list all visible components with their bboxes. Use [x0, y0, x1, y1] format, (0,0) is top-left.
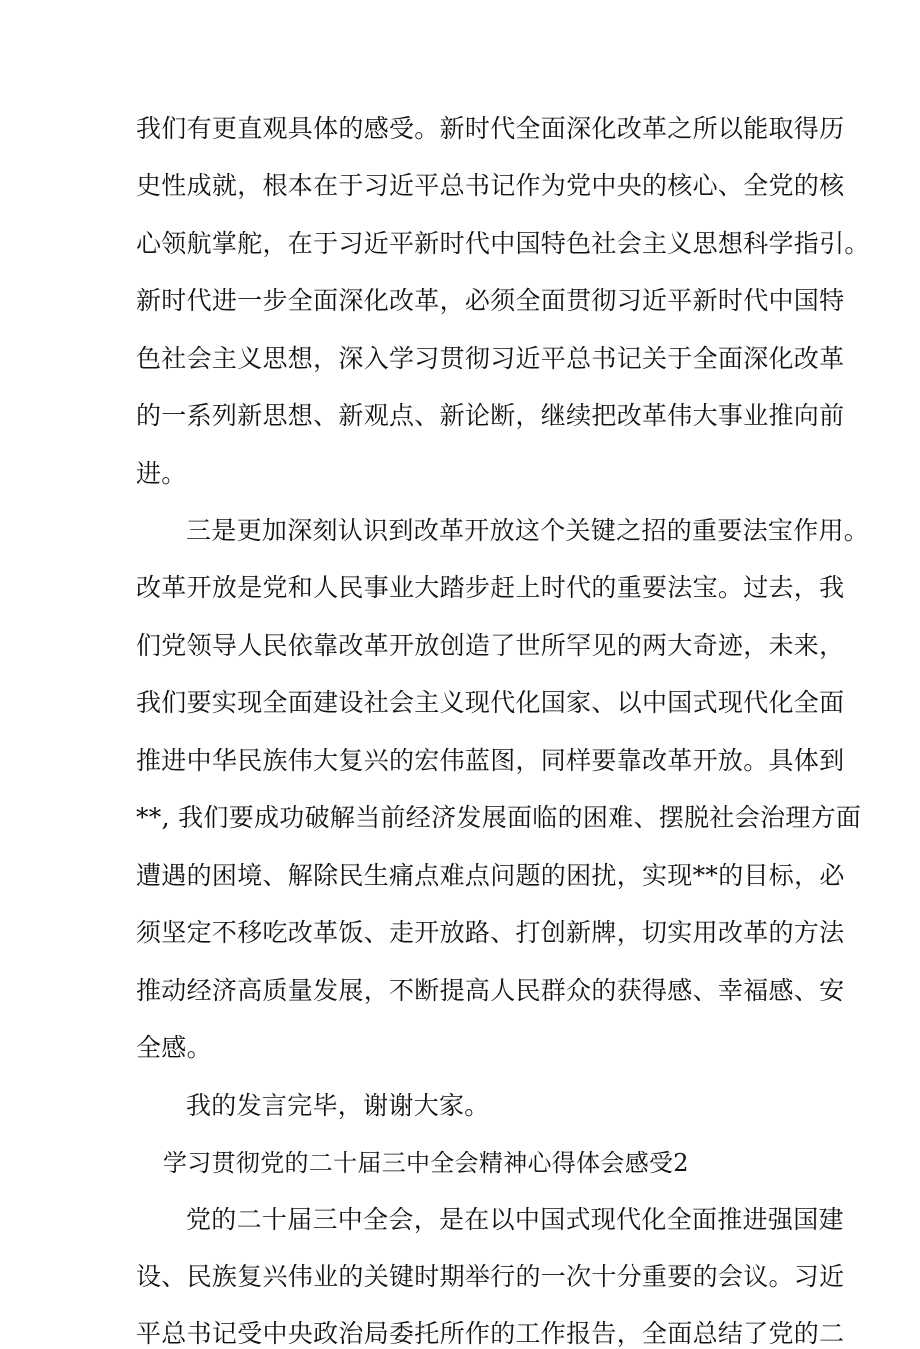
paragraph-first-line: 三是更加深刻认识到改革开放这个关键之招的重要法宝作用。 [186, 516, 870, 545]
text-line: 设、民族复兴伟业的关键时期举行的一次十分重要的会议。习近 [136, 1262, 845, 1291]
text-line: 平总书记受中央政治局委托所作的工作报告，全面总结了党的二 [136, 1319, 845, 1348]
text-line: 推动经济高质量发展，不断提高人民群众的获得感、幸福感、安 [136, 976, 845, 1005]
text-line: 们党领导人民依靠改革开放创造了世所罕见的两大奇迹，未来， [136, 631, 845, 660]
text-line: 新时代进一步全面深化改革，必须全面贯彻习近平新时代中国特 [136, 286, 845, 315]
section-heading: 学习贯彻党的二十届三中全会精神心得体会感受2 [163, 1149, 689, 1177]
text-line: 的一系列新思想、新观点、新论断，继续把改革伟大事业推向前 [136, 401, 845, 430]
paragraph-first-line: 党的二十届三中全会，是在以中国式现代化全面推进强国建 [186, 1205, 844, 1234]
text-line: 遭遇的困境、解除民生痛点难点问题的困扰，实现**的目标，必 [136, 861, 845, 890]
text-line: 心领航掌舵，在于习近平新时代中国特色社会主义思想科学指引。 [136, 229, 870, 258]
text-line: 推进中华民族伟大复兴的宏伟蓝图，同样要靠改革开放。具体到 [136, 746, 845, 775]
text-line: **, 我们要成功破解当前经济发展面临的困难、摆脱社会治理方面 [136, 803, 862, 832]
text-line: 全感。 [136, 1033, 212, 1062]
text-line: 我们有更直观具体的感受。新时代全面深化改革之所以能取得历 [136, 114, 845, 143]
text-line: 须坚定不移吃改革饭、走开放路、打创新牌，切实用改革的方法 [136, 918, 845, 947]
text-line: 进。 [136, 459, 187, 488]
text-line: 改革开放是党和人民事业大踏步赶上时代的重要法宝。过去，我 [136, 573, 845, 602]
text-line: 色社会主义思想，深入学习贯彻习近平总书记关于全面深化改革 [136, 344, 845, 373]
text-line: 史性成就，根本在于习近平总书记作为党中央的核心、全党的核 [136, 171, 845, 200]
paragraph-first-line: 我的发言完毕，谢谢大家。 [186, 1091, 490, 1120]
text-line: 我们要实现全面建设社会主义现代化国家、以中国式现代化全面 [136, 688, 845, 717]
